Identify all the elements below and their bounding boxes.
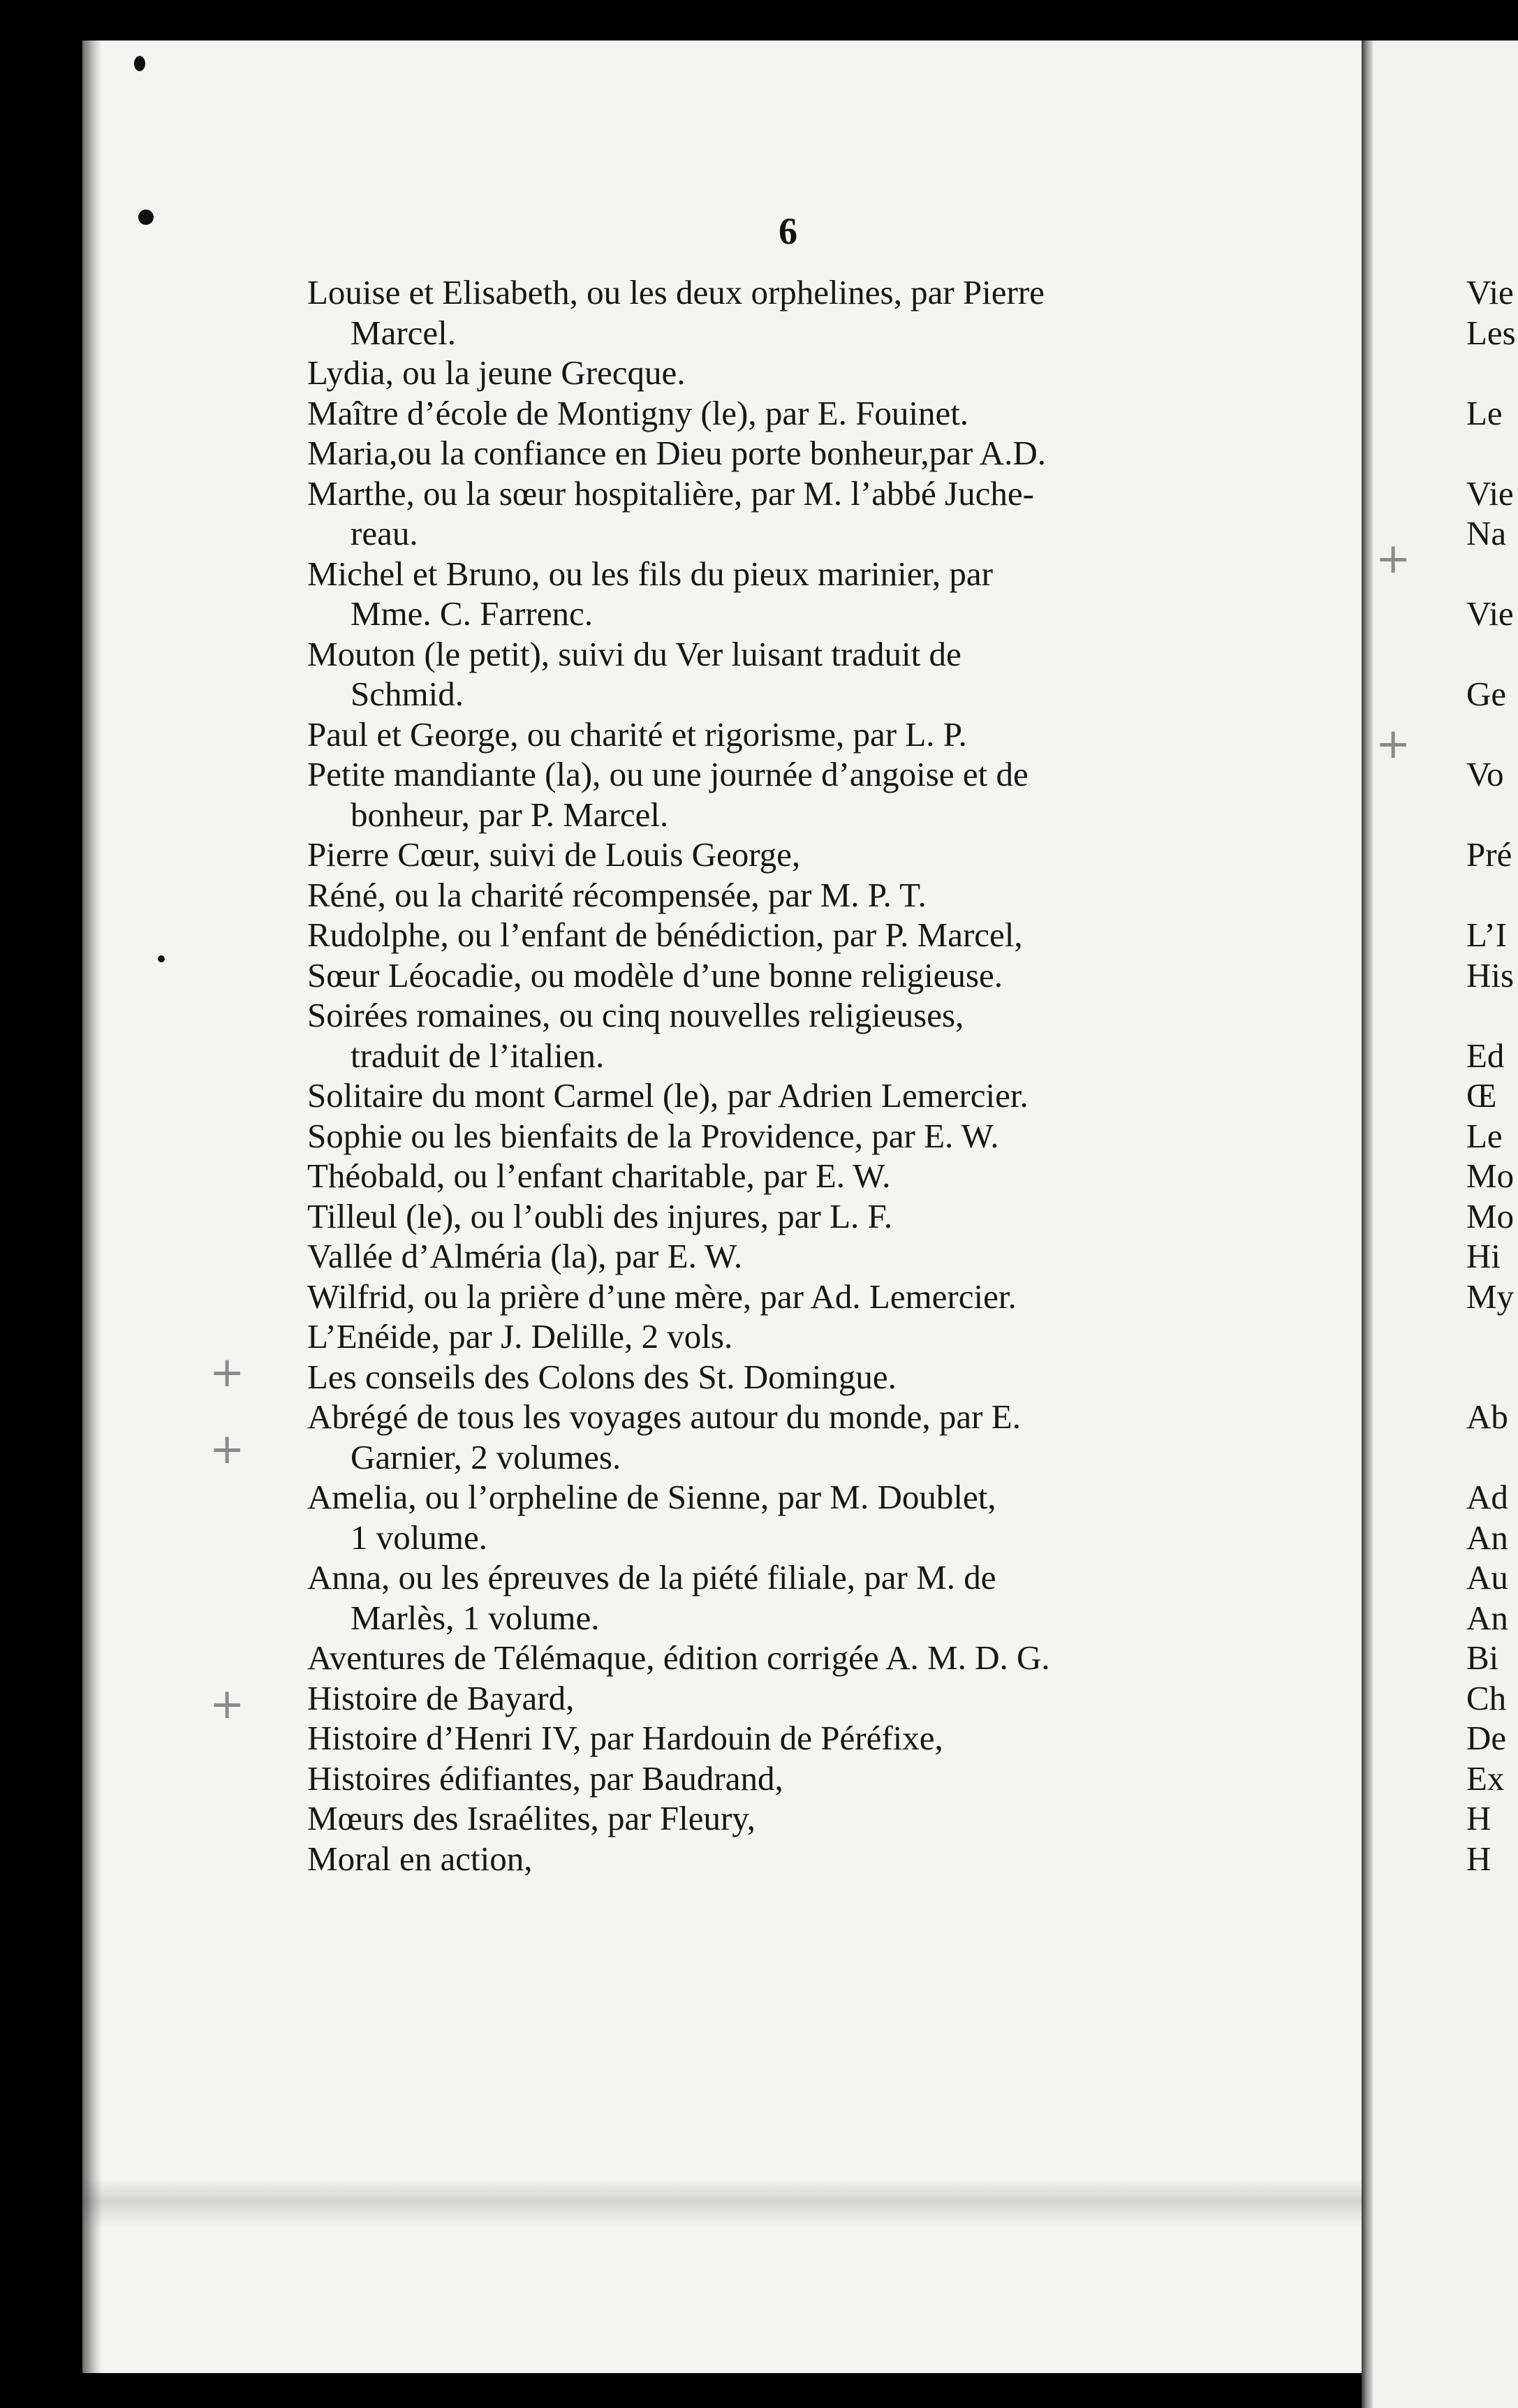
- facing-page-fragment: Hi: [1466, 1237, 1501, 1275]
- facing-page-fragment: Œ: [1466, 1076, 1497, 1115]
- facing-page-text: [1466, 272, 1518, 1879]
- facing-page-fragment: [1466, 1316, 1518, 1357]
- catalogue-entry: [307, 1357, 1271, 1397]
- entry-line: Tilleul (le), ou l’oubli des injures, par L. F.: [307, 1196, 893, 1235]
- entry-line: Maître d’école de Montigny (le), par E. Fouinet.: [307, 393, 969, 432]
- entry-line: Petite mandiante (la), ou une journée d’angoise et de: [307, 755, 1029, 793]
- facing-page-fragment: [1466, 875, 1518, 916]
- entry-line: Anna, ou les épreuves de la piété filiale, par M. de: [307, 1558, 996, 1596]
- facing-page-fragment: [1466, 795, 1518, 835]
- catalogue-entry: [307, 1397, 1271, 1477]
- catalogue-entry: [307, 433, 1271, 473]
- entry-line: Réné, ou la charité récompensée, par M. P. T.: [307, 875, 927, 914]
- catalogue-list: [307, 272, 1271, 1879]
- facing-page-fragment: Ad: [1466, 1478, 1508, 1516]
- facing-page-fragment: [1466, 1357, 1518, 1397]
- entry-continuation-line: 1 volume.: [351, 1518, 487, 1557]
- facing-page-fragment: Vo: [1466, 755, 1504, 793]
- entry-line: Louise et Elisabeth, ou les deux orphelines, par Pierre: [307, 273, 1045, 311]
- entry-line: Théobald, ou l’enfant charitable, par E. W.: [307, 1157, 891, 1195]
- entry-line: Histoire d’Henri IV, par Hardouin de Péréfixe,: [307, 1719, 943, 1757]
- facing-page-fragment: An: [1466, 1518, 1508, 1557]
- facing-page-fragment: Le: [1466, 1116, 1503, 1155]
- catalogue-entry: [307, 1678, 1271, 1719]
- catalogue-entry: [307, 393, 1271, 434]
- facing-page-fragment: Ab: [1466, 1397, 1508, 1436]
- catalogue-entry: [307, 1236, 1271, 1277]
- facing-page-fragment: An: [1466, 1598, 1508, 1637]
- entry-line: Amelia, ou l’orpheline de Sienne, par M. Doublet,: [307, 1478, 996, 1516]
- catalogue-entry: [307, 272, 1271, 353]
- facing-page-fragment: H: [1466, 1799, 1491, 1837]
- page-left-edge-shadow: [82, 41, 102, 2373]
- facing-page-fragment: Ex: [1466, 1759, 1505, 1798]
- ink-spot-margin: [138, 210, 154, 225]
- facing-page-fragment: H: [1466, 1839, 1491, 1878]
- catalogue-entry: [307, 915, 1271, 955]
- entry-line: Sophie ou les bienfaits de la Providence, par E. W.: [307, 1116, 999, 1155]
- entry-line: Histoire de Bayard,: [307, 1678, 575, 1717]
- entry-continuation-line: Marcel.: [351, 313, 456, 352]
- catalogue-entry: [307, 554, 1271, 634]
- facing-page-fragment: Bi: [1466, 1638, 1499, 1677]
- facing-page-fragment: [1466, 714, 1518, 755]
- catalogue-entry: [307, 1759, 1271, 1799]
- catalogue-entry: [307, 1156, 1271, 1196]
- crop-mark-1: +: [209, 1348, 245, 1397]
- catalogue-entry: [307, 1798, 1271, 1839]
- entry-line: Abrégé de tous les voyages autour du monde, par E.: [307, 1397, 1021, 1436]
- facing-page-fragment: [1466, 433, 1518, 473]
- entry-line: Maria,ou la confiance en Dieu porte bonheur,par A.D.: [307, 434, 1046, 472]
- entry-line: L’Enéide, par J. Delille, 2 vols.: [307, 1317, 733, 1356]
- facing-page-fragment: Mo: [1466, 1157, 1515, 1195]
- entry-line: Pierre Cœur, suivi de Louis George,: [307, 835, 801, 874]
- facing-page-fragment: Ch: [1466, 1678, 1507, 1717]
- facing-page-fragment: Mo: [1466, 1196, 1515, 1235]
- facing-page-fragment: Ge: [1466, 675, 1507, 713]
- entry-continuation-line: Marlès, 1 volume.: [351, 1598, 600, 1637]
- catalogue-entry: [307, 1718, 1271, 1759]
- facing-page-fragment: Ed: [1466, 1036, 1505, 1075]
- facing-page-fragment: Vie: [1466, 273, 1514, 311]
- entry-line: Soirées romaines, ou cinq nouvelles religieuses,: [307, 996, 964, 1034]
- entry-continuation-line: Mme. C. Farrenc.: [351, 594, 593, 633]
- facing-page-fragment: [1466, 554, 1518, 594]
- catalogue-entry: [307, 1477, 1271, 1557]
- catalogue-entry: [307, 1196, 1271, 1237]
- catalogue-entry: [307, 473, 1271, 554]
- entry-line: Aventures de Télémaque, édition corrigée A. M. D. G.: [307, 1638, 1050, 1677]
- crop-mark-3: +: [209, 1680, 245, 1728]
- entry-continuation-line: traduit de l’italien.: [351, 1036, 605, 1075]
- entry-continuation-line: Schmid.: [351, 675, 464, 713]
- crop-mark-2: +: [209, 1425, 245, 1474]
- entry-line: Paul et George, ou charité et rigorisme, par L. P.: [307, 714, 967, 754]
- entry-line: Solitaire du mont Carmel (le), par Adrien Lemercier.: [307, 1076, 1029, 1115]
- page-fold-shadow: [82, 2179, 1367, 2228]
- catalogue-entry: [307, 955, 1271, 996]
- ink-spot-lower: [158, 955, 165, 962]
- facing-page-fragment: My: [1466, 1277, 1515, 1316]
- entry-line: Sœur Léocadie, ou modèle d’une bonne religieuse.: [307, 955, 1003, 994]
- facing-page-fragment: [1466, 634, 1518, 675]
- entry-line: Vallée d’Alméria (la), par E. W.: [307, 1237, 743, 1275]
- facing-page-fragment: L’I: [1466, 916, 1508, 954]
- facing-page-fragment: Le: [1466, 393, 1503, 432]
- catalogue-entry: [307, 754, 1271, 835]
- catalogue-entry: [307, 353, 1271, 393]
- entry-line: Histoires édifiantes, par Baudrand,: [307, 1759, 783, 1798]
- entry-line: Mouton (le petit), suivi du Ver luisant traduit de: [307, 634, 961, 673]
- facing-page-fragment: De: [1466, 1719, 1507, 1757]
- facing-page-fragment: Vie: [1466, 473, 1514, 513]
- crop-mark-4: +: [1376, 534, 1411, 583]
- facing-page-fragment: His: [1466, 955, 1515, 994]
- entry-line: Mœurs des Israélites, par Fleury,: [307, 1799, 756, 1837]
- catalogue-entry: [307, 835, 1271, 875]
- entry-continuation-line: Garnier, 2 volumes.: [351, 1437, 621, 1476]
- catalogue-entry: [307, 1116, 1271, 1157]
- catalogue-entry: [307, 1277, 1271, 1317]
- book-gutter: [1362, 41, 1373, 2408]
- facing-page-fragment: [1466, 353, 1518, 393]
- entry-line: Wilfrid, ou la prière d’une mère, par Ad. Lemercier.: [307, 1277, 1017, 1316]
- entry-line: Rudolphe, ou l’enfant de bénédiction, par P. Marcel,: [307, 916, 1023, 954]
- entry-line: Michel et Bruno, ou les fils du pieux marinier, par: [307, 554, 993, 593]
- catalogue-entry: [307, 1638, 1271, 1678]
- ink-spot-top: [134, 56, 145, 71]
- catalogue-entry: [307, 995, 1271, 1075]
- catalogue-entry: [307, 1075, 1271, 1116]
- facing-page-fragment: Na: [1466, 514, 1507, 552]
- entry-line: Moral en action,: [307, 1839, 533, 1878]
- catalogue-entry: [307, 1839, 1271, 1879]
- catalogue-entry: [307, 634, 1271, 714]
- catalogue-entry: [307, 875, 1271, 916]
- entry-continuation-line: bonheur, par P. Marcel.: [351, 795, 669, 834]
- facing-page-fragment: Vie: [1466, 594, 1514, 633]
- catalogue-entry: [307, 714, 1271, 755]
- entry-line: Les conseils des Colons des St. Domingue.: [307, 1357, 897, 1396]
- facing-page-fragment: Au: [1466, 1558, 1508, 1596]
- entry-line: Marthe, ou la sœur hospitalière, par M. l’abbé Juche-: [307, 473, 1034, 513]
- facing-page-fragment: Les: [1466, 313, 1516, 352]
- facing-page-fragment: [1466, 995, 1518, 1036]
- page-number: 6: [779, 210, 797, 252]
- entry-continuation-line: reau.: [351, 514, 418, 552]
- catalogue-entry: [307, 1557, 1271, 1638]
- entry-line: Lydia, ou la jeune Grecque.: [307, 353, 686, 392]
- crop-mark-5: +: [1376, 719, 1411, 768]
- catalogue-entry: [307, 1316, 1271, 1357]
- facing-page-fragment: Pré: [1466, 835, 1512, 874]
- facing-page-fragment: [1466, 1437, 1518, 1478]
